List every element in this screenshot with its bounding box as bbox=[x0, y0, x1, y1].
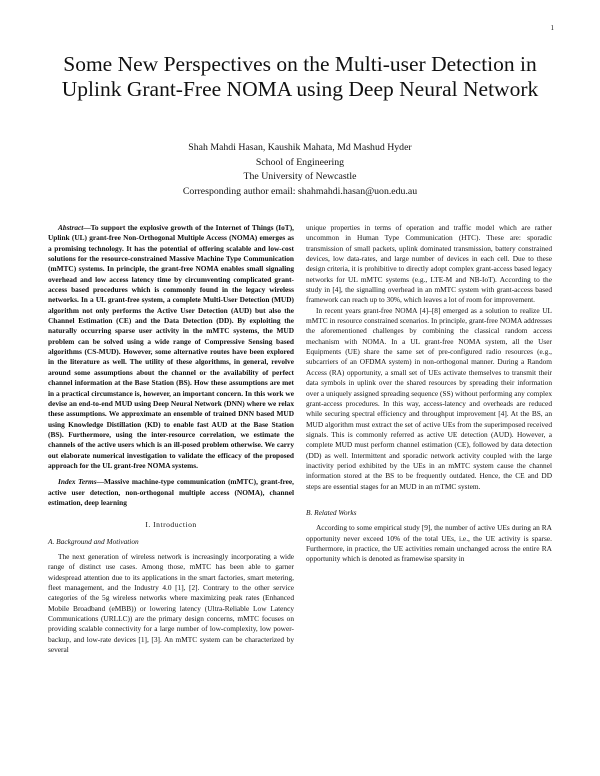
related-works-paragraph: According to some empirical study [9], the number of active UEs during an RA opportunity never exceed 10% of the total UEs, i.e., the UE activity is sparse. Furthermore, in practice, the UE activities remain unchanged across the entire RA opportunity which is denoted as framewise sparsity in bbox=[306, 523, 552, 564]
subsection-heading-background: A. Background and Motivation bbox=[48, 536, 139, 546]
abstract bbox=[48, 223, 294, 471]
page-number: 1 bbox=[550, 24, 554, 32]
intro-paragraph-1: The next generation of wireless network is increasingly incorporating a wide range of distinct use cases. Among those, mMTC has been able to garner widespread attention due to its applications in the smart factories, smart metering, fleet management, and the Industry 4.0 [1], [2]. Contrary to the other service categories of the 5g wireless networks where maximizing peak rates (Enhanced Mobile Broadband (eMBB)) or lowering latency (Ultra-Reliable Low Latency Communications (URLLC)) are the primary design concerns, mMTC focuses on providing scalable connectivity for a large number of low-complexity, low power-backup, and low-rate devices [1], [3]. An mMTC system can be characterized by several bbox=[48, 551, 294, 655]
author-email: Corresponding author email: shahmahdi.hasan@uon.edu.au bbox=[182, 185, 418, 197]
author-block bbox=[100, 141, 500, 199]
index-terms-text: —Massive machine-type communication (mMTC), grant-free, active user detection, non-orthogonal multiple access (NOMA), channel estimation, deep learning bbox=[48, 477, 294, 507]
author-names: Shah Mahdi Hasan, Kaushik Mahata, Md Mashud Hyder bbox=[188, 142, 412, 153]
index-terms-label: Index Terms bbox=[58, 477, 97, 487]
intro-paragraph-1-continued: unique properties in terms of operation and traffic model which are rather uncommon in Human Type Communication (HTC). These are: sporadic transmission of small packets, uplink dominated transmission, battery constrained devices, low data-rates, and large number of devices in each cell. Due to these design criteria, it is prohibitive to directly adopt complex grant-access based legacy networks for UL mMTC systems (e.g., LTE-M and NB-IoT). According to the study in [4], the signalling overhead in an mMTC system with grant-access based framework can reach up to 30%, which leaves a lot of room for improvement. bbox=[306, 223, 552, 305]
author-school: School of Engineering bbox=[255, 156, 345, 168]
right-column bbox=[306, 223, 552, 565]
author-university: The University of Newcastle bbox=[243, 171, 357, 182]
intro-paragraph-2: In recent years grant-free NOMA [4]–[8] emerged as a solution to realize UL mMTC in resource constrained scenarios. In principle, grant-free NOMA addresses the aforementioned challenges by combining the classical random access mechanism with NOMA. In a UL grant-free NOMA system, all the User Equipments (UE) share the same set of pre-configured radio resources (e.g., subcarriers of an OFDMA system) in non-orthogonal manner. During a Random Access (RA) opportunity, a small set of UEs activate themselves to transmit their data symbols in uplink over the shared resources by spreading their information over a uniquely assigned spreading sequence (SS) without performing any complex grant-access procedures. In this way, access-latency and overheads are reduced while securing spectral efficiency and throughput improvement [4]. At the BS, an MUD algorithm must extract the set of active UEs from the superimposed received signals. This is commonly referred as active UE detection (AUD). However, a complete MUD must perform channel estimation (CE), followed by data detection (DD) as well. Intermittent and sporadic network activity coupled with the large inactivity period exhibited by the UEs in an mMTC system cause the channel information stored at the BS to be frequently outdated. Hence, the CE and DD steps are essential stages for an MUD in an mTMC system. bbox=[306, 305, 552, 491]
abstract-text: —To support the explosive growth of the Internet of Things (IoT), Uplink (UL) grant-free Non-Orthogonal Multiple Access (NOMA) emerges as a promising technology. It has the potential of offering scalable and low-cost solutions for the resource-constrained Massive Machine Type Communication (mMTC) systems. In principle, the grant-free NOMA enables small signaling overhead and low access latency time by circumventing complicated grant-access based procedures which is commonly found in the legacy wireless networks. In a UL grant-free system, a complete Multi-User Detection (MUD) algorithm not only performs the Active User Detection (AUD) but also the Channel Estimation (CE) and the Data Detection (DD). By exploiting the naturally occurring sparse user activity in the mMTC systems, the MUD problem can be solved using a wide range of Compressive Sensing based algorithms (CS-MUD). However, some alternative routes have been explored in the literature as well. The utility of these algorithms, in general, revolve around some assumptions about the channel or the availability of perfect channel information at the Base Station (BS). How these assumptions are met in a practical circumstance is, however, an important concern. In this work we devise an end-to-end MUD using Deep Neural Network (DNN) where we relax these assumptions. We approximate an ensemble of trained DNN based MUD using Knowledge Distillation (KD) to enable fast AUD at the Base Station (BS). Furthermore, using the inter-resource correlation, we estimate the channels of the active users which is an ill-posed problem otherwise. We carry out elaborate numerical investigation to validate the efficacy of the proposed approach for the UL grant-free NOMA systems. bbox=[48, 223, 294, 470]
section-heading-introduction: I. Introduction bbox=[145, 520, 197, 530]
index-terms bbox=[48, 477, 294, 508]
paper-title: Some New Perspectives on the Multi-user Detection in Uplink Grant-Free NOMA using Deep Neural Network bbox=[61, 52, 539, 101]
abstract-label: Abstract bbox=[58, 223, 84, 232]
left-column bbox=[48, 223, 294, 655]
subsection-heading-related-works: B. Related Works bbox=[306, 507, 357, 517]
